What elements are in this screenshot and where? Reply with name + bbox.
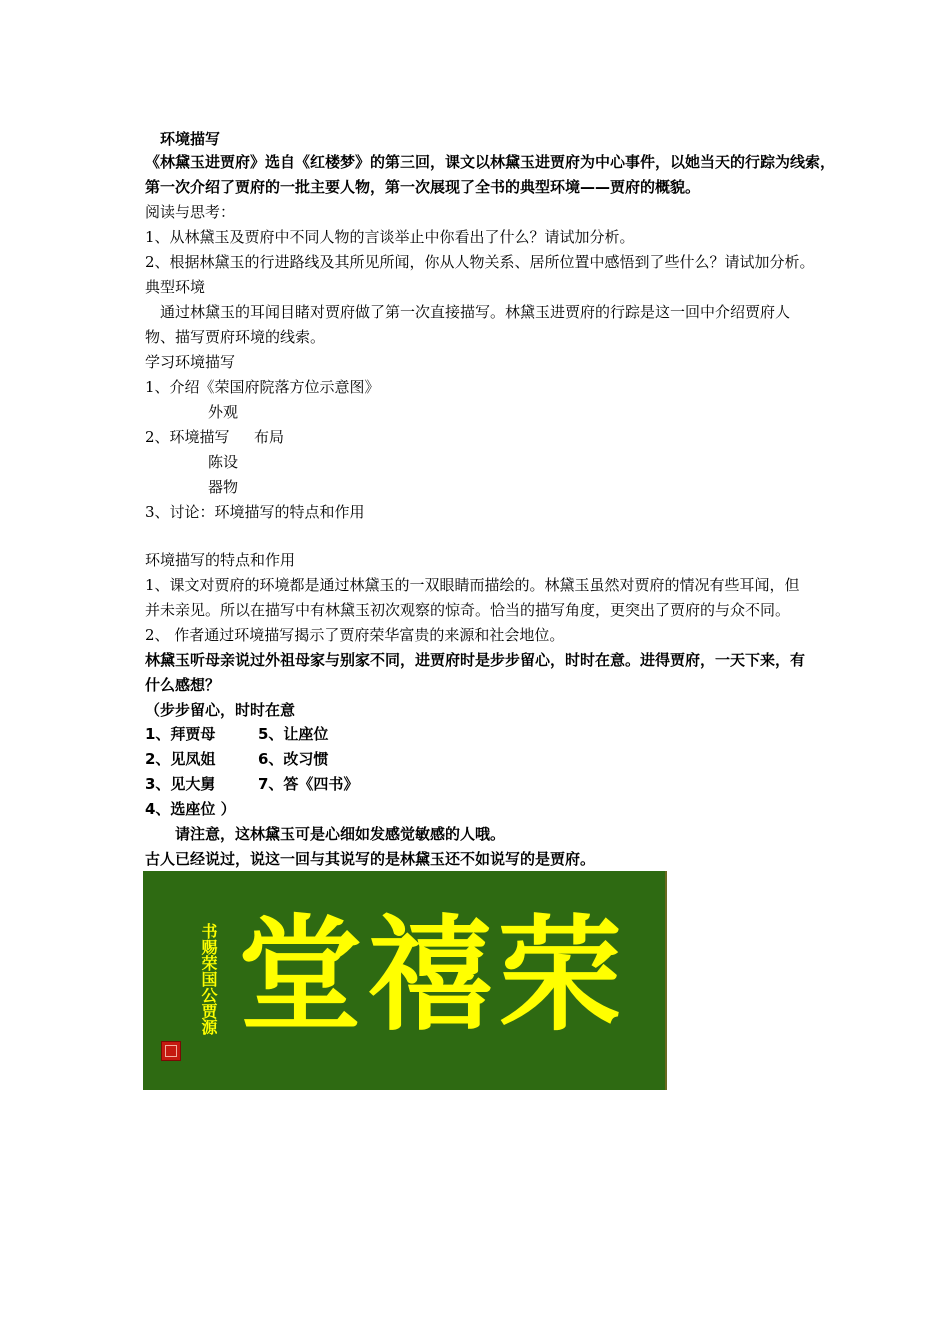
rongxi-tang-plaque-image xyxy=(143,871,667,1090)
study-item-3: 3、讨论：环境描写的特点和作用 xyxy=(145,503,365,521)
ancient-line: 古人已经说过，说这一回与其说写的是林黛玉还不如说写的是贾府。 xyxy=(145,850,596,868)
typical-line-1: 通过林黛玉的耳闻目睹对贾府做了第一次直接描写。林黛玉进贾府的行踪是这一回中介绍贾府人 xyxy=(145,303,791,321)
red-seal-stamp xyxy=(161,1041,181,1061)
step-item: 5、让座位 xyxy=(258,725,329,743)
typical-title: 典型环境 xyxy=(145,278,206,296)
reading-question-1: 1、从林黛玉及贾府中不同人物的言谈举止中你看出了什么？请试加分析。 xyxy=(145,228,635,246)
careful-line: （步步留心，时时在意 xyxy=(145,701,296,719)
intro-line-1: 《林黛玉进贾府》选自《红楼梦》的第三回，课文以林黛玉进贾府为中心事件，以她当天的行踪为线索， xyxy=(145,153,836,171)
study-sub-objects: 器物 xyxy=(208,478,239,496)
plaque-char-1: 堂 xyxy=(238,903,363,1048)
study-item-2: 2、环境描写 xyxy=(145,428,230,446)
section-heading: 环境描写 xyxy=(160,130,221,148)
study-sub-outer: 外观 xyxy=(208,403,239,421)
step-item: 6、改习惯 xyxy=(258,750,329,768)
step-item: 3、见大舅 xyxy=(145,775,216,793)
step-item: 7、答《四书》 xyxy=(258,775,359,793)
question-line-2: 什么感想？ xyxy=(145,676,221,694)
intro-line-2: 第一次介绍了贾府的一批主要人物，第一次展现了全书的典型环境——贾府的概貌。 xyxy=(145,178,701,196)
study-title: 学习环境描写 xyxy=(145,353,236,371)
reading-question-2: 2、根据林黛玉的行进路线及其所见所闻，你从人物关系、居所位置中感悟到了些什么？请试加分析。 xyxy=(145,253,815,271)
step-item: 2、见凤姐 xyxy=(145,750,216,768)
features-title: 环境描写的特点和作用 xyxy=(145,551,296,569)
plaque-inscription: 书赐荣国公贾源 xyxy=(199,923,218,1035)
step-item: 1、拜贾母 xyxy=(145,725,216,743)
note-line: 请注意，这林黛玉可是心细如发感觉敏感的人哦。 xyxy=(145,825,506,843)
plaque-char-2: 禧 xyxy=(368,903,493,1048)
features-p1-line-1: 1、课文对贾府的环境都是通过林黛玉的一双眼睛而描绘的。林黛玉虽然对贾府的情况有些耳闻，但 xyxy=(145,576,800,594)
reading-title: 阅读与思考： xyxy=(145,203,236,221)
typical-line-2: 物、描写贾府环境的线索。 xyxy=(145,328,326,346)
plaque-char-3: 荣 xyxy=(498,903,623,1048)
question-line-1: 林黛玉听母亲说过外祖母家与别家不同，进贾府时是步步留心，时时在意。进得贾府，一天下来，有 xyxy=(145,651,806,669)
study-sub-layout: 布局 xyxy=(254,428,285,446)
study-item-1: 1、介绍《荣国府院落方位示意图》 xyxy=(145,378,380,396)
step-item: 4、选座位 ） xyxy=(145,800,236,818)
study-sub-furnish: 陈设 xyxy=(208,453,239,471)
features-p1-line-2: 并未亲见。所以在描写中有林黛玉初次观察的惊奇。恰当的描写角度，更突出了贾府的与众不同。 xyxy=(145,601,791,619)
features-p2: 2、 作者通过环境描写揭示了贾府荣华富贵的来源和社会地位。 xyxy=(145,626,565,644)
